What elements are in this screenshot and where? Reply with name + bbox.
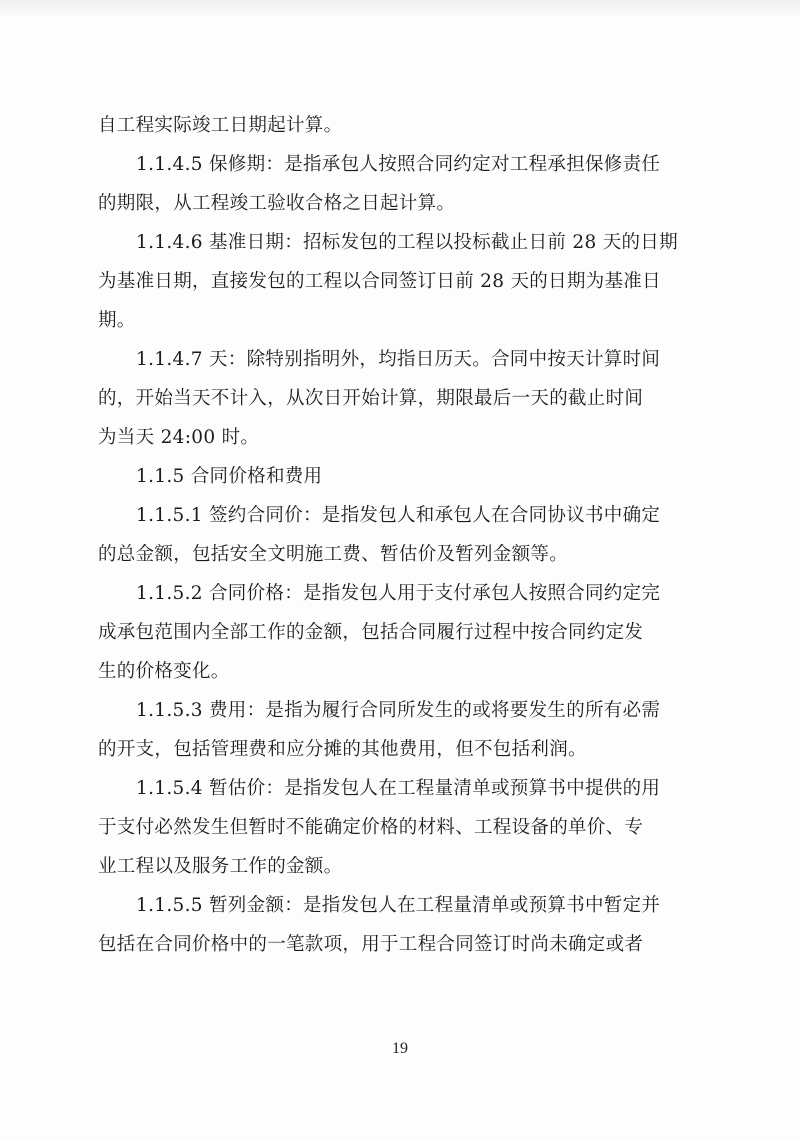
text-line: 的，开始当天不计入，从次日开始计算，期限最后一天的截止时间 (98, 388, 644, 409)
text-line: 1.1.5.3 费用：是指为履行合同所发生的或将要发生的所有必需 (136, 700, 661, 721)
text-line: 1.1.4.5 保修期：是指承包人按照合同约定对工程承担保修责任 (136, 154, 661, 175)
text-line: 成承包范围内全部工作的金额，包括合同履行过程中按合同约定发 (98, 622, 644, 643)
text-line: 业工程以及服务工作的金额。 (98, 856, 343, 877)
text-line: 为基准日期，直接发包的工程以合同签订日前 28 天的日期为基准日 (98, 271, 661, 292)
text-line: 1.1.5.1 签约合同价：是指发包人和承包人在合同协议书中确定 (136, 505, 661, 526)
text-line: 于支付必然发生但暂时不能确定价格的材料、工程设备的单价、专 (98, 817, 644, 838)
text-line: 期。 (98, 310, 136, 331)
text-line: 1.1.5.5 暂列金额：是指发包人在工程量清单或预算书中暂定并 (136, 895, 661, 916)
section-heading: 1.1.5 合同价格和费用 (136, 466, 323, 487)
text-line: 包括在合同价格中的一笔款项，用于工程合同签订时尚未确定或者 (98, 934, 644, 955)
text-line: 为当天 24:00 时。 (98, 427, 260, 448)
text-line: 1.1.4.7 天：除特别指明外，均指日历天。合同中按天计算时间 (136, 349, 661, 370)
page-number: 19 (392, 1040, 408, 1057)
text-line: 自工程实际竣工日期起计算。 (98, 115, 343, 136)
text-line: 1.1.5.2 合同价格：是指发包人用于支付承包人按照合同约定完 (136, 583, 661, 604)
text-line: 1.1.5.4 暂估价：是指发包人在工程量清单或预算书中提供的用 (136, 778, 661, 799)
text-line: 1.1.4.6 基准日期：招标发包的工程以投标截止日前 28 天的日期 (136, 232, 678, 253)
text-line: 的期限，从工程竣工验收合格之日起计算。 (98, 193, 456, 214)
text-line: 的总金额，包括安全文明施工费、暂估价及暂列金额等。 (98, 544, 569, 565)
text-line: 的开支，包括管理费和应分摊的其他费用，但不包括利润。 (98, 739, 587, 760)
page-top-edge (0, 0, 800, 18)
document-body (98, 106, 683, 964)
text-line: 生的价格变化。 (98, 661, 230, 682)
